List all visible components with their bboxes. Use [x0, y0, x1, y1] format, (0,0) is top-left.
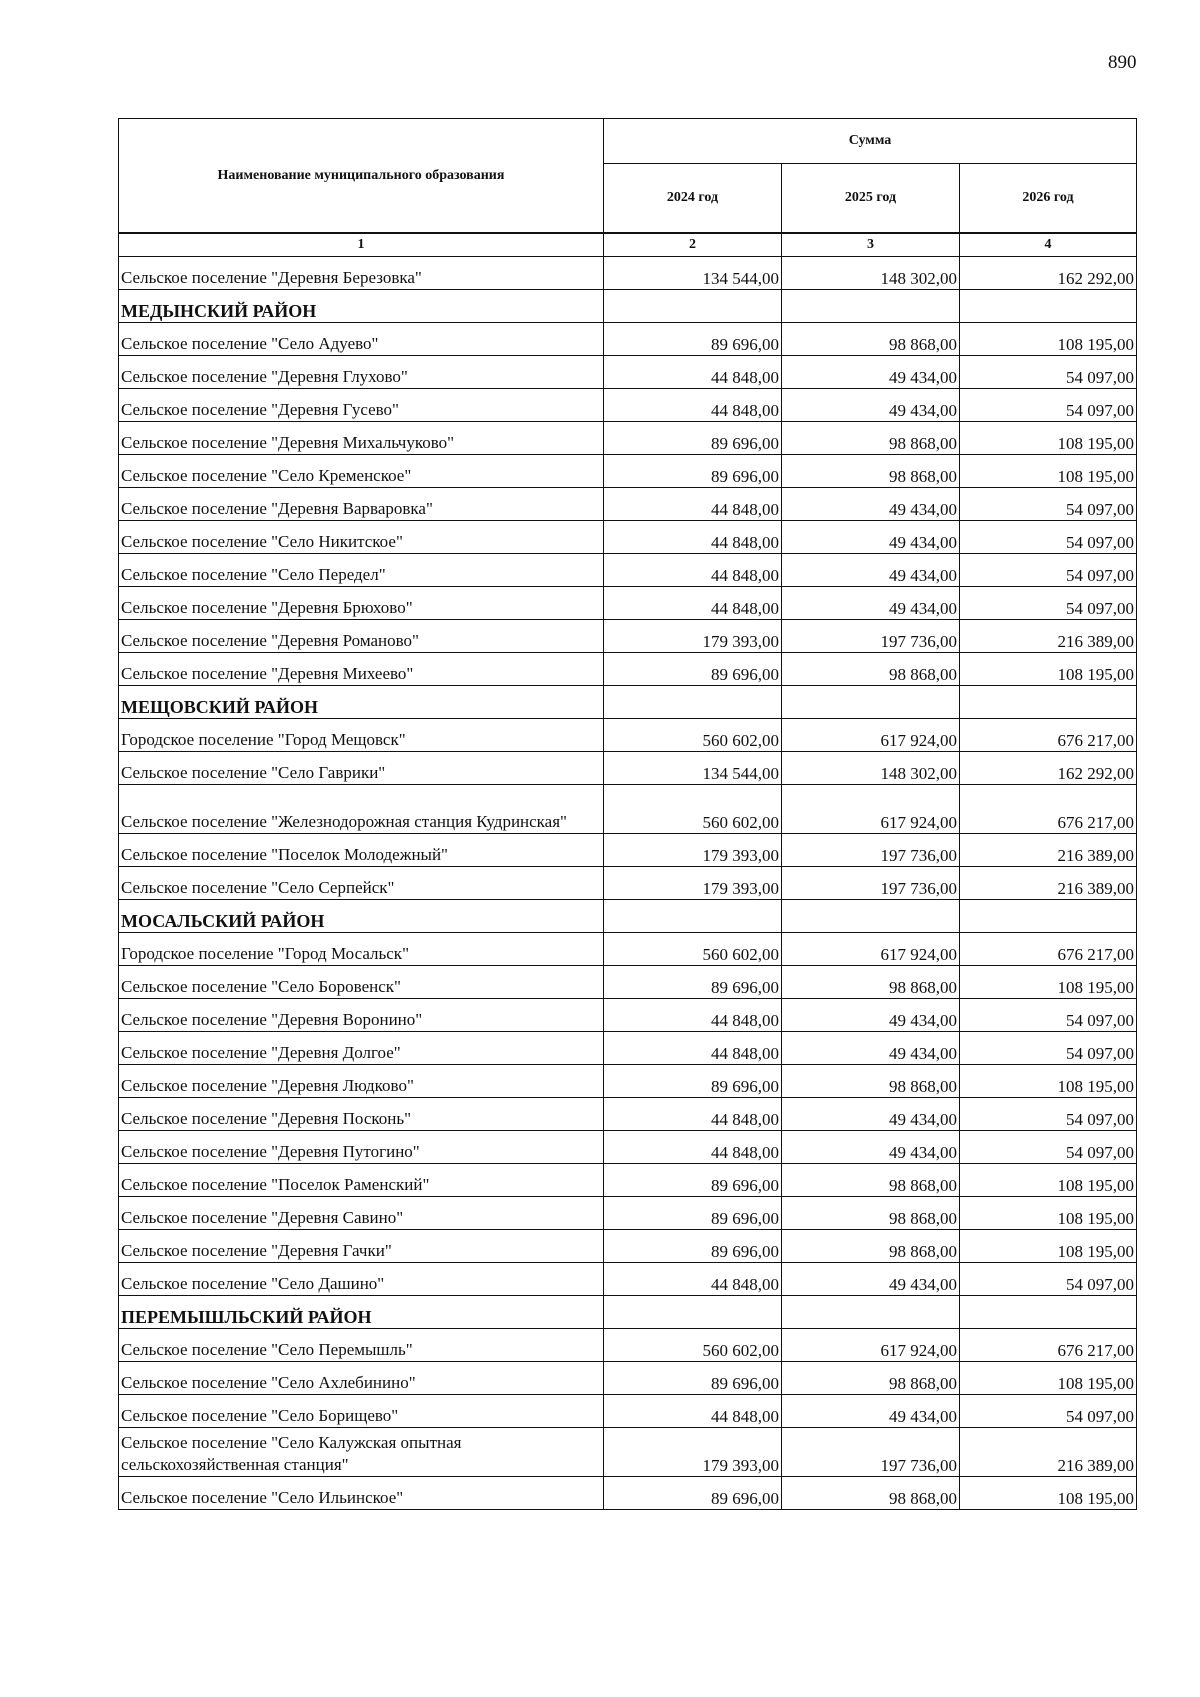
- amount-2024: 89 696,00: [604, 455, 782, 488]
- amount-2026: 108 195,00: [960, 966, 1137, 999]
- amount-2025: 49 434,00: [782, 587, 960, 620]
- amount-2025: 49 434,00: [782, 389, 960, 422]
- amount-2024: 44 848,00: [604, 1032, 782, 1065]
- district-row: [119, 290, 1137, 323]
- municipality-name: Сельское поселение "Село Гаврики": [119, 752, 604, 785]
- district-name: МЕЩОВСКИЙ РАЙОН: [119, 686, 604, 719]
- amount-2024: 44 848,00: [604, 1263, 782, 1296]
- amount-2025: 197 736,00: [782, 867, 960, 900]
- amount-2025: [782, 290, 960, 323]
- table-row: [119, 1164, 1137, 1197]
- amount-2024: 134 544,00: [604, 752, 782, 785]
- amount-2024: 560 602,00: [604, 1329, 782, 1362]
- amount-2024: 89 696,00: [604, 1362, 782, 1395]
- municipality-name: Сельское поселение "Деревня Березовка": [119, 257, 604, 290]
- column-number-4: 4: [960, 233, 1137, 257]
- amount-2026: 54 097,00: [960, 1032, 1137, 1065]
- amount-2026: 676 217,00: [960, 785, 1137, 834]
- municipality-name: Сельское поселение "Железнодорожная станция Кудринская": [119, 785, 604, 834]
- amount-2024: 89 696,00: [604, 966, 782, 999]
- municipality-name: Сельское поселение "Село Адуево": [119, 323, 604, 356]
- amount-2024: 44 848,00: [604, 1131, 782, 1164]
- amount-2025: 49 434,00: [782, 554, 960, 587]
- amount-2024: 89 696,00: [604, 1065, 782, 1098]
- amount-2026: 54 097,00: [960, 999, 1137, 1032]
- amount-2025: 98 868,00: [782, 1197, 960, 1230]
- amount-2025: 49 434,00: [782, 999, 960, 1032]
- table-row: [119, 1263, 1137, 1296]
- municipality-name: Сельское поселение "Село Перемышль": [119, 1329, 604, 1362]
- amount-2025: [782, 1296, 960, 1329]
- amount-2024: 560 602,00: [604, 719, 782, 752]
- municipality-name: Сельское поселение "Деревня Воронино": [119, 999, 604, 1032]
- table-row: [119, 752, 1137, 785]
- header-year-2025: 2025 год: [782, 164, 960, 234]
- amount-2026: 216 389,00: [960, 620, 1137, 653]
- amount-2025: 617 924,00: [782, 1329, 960, 1362]
- table-row: [119, 834, 1137, 867]
- amount-2025: 98 868,00: [782, 1065, 960, 1098]
- header-year-2026: 2026 год: [960, 164, 1137, 234]
- amount-2025: 49 434,00: [782, 1395, 960, 1428]
- amount-2026: [960, 290, 1137, 323]
- amount-2026: 54 097,00: [960, 356, 1137, 389]
- amount-2024: 44 848,00: [604, 1395, 782, 1428]
- amount-2026: 108 195,00: [960, 1164, 1137, 1197]
- amount-2024: 89 696,00: [604, 323, 782, 356]
- table-row: [119, 719, 1137, 752]
- amount-2024: 134 544,00: [604, 257, 782, 290]
- amount-2026: 108 195,00: [960, 455, 1137, 488]
- amount-2025: 49 434,00: [782, 521, 960, 554]
- column-number-2: 2: [604, 233, 782, 257]
- table-row: [119, 999, 1137, 1032]
- district-row: [119, 686, 1137, 719]
- amount-2024: 89 696,00: [604, 1197, 782, 1230]
- amount-2024: 89 696,00: [604, 1164, 782, 1197]
- amount-2024: 89 696,00: [604, 653, 782, 686]
- amount-2024: 89 696,00: [604, 1230, 782, 1263]
- amount-2025: 49 434,00: [782, 1263, 960, 1296]
- table-row: [119, 323, 1137, 356]
- table-row: [119, 1230, 1137, 1263]
- page-number: 890: [1108, 52, 1137, 73]
- district-name: МОСАЛЬСКИЙ РАЙОН: [119, 900, 604, 933]
- municipality-name: Сельское поселение "Село Борищево": [119, 1395, 604, 1428]
- table-row: [119, 1197, 1137, 1230]
- municipality-name: Сельское поселение "Деревня Брюхово": [119, 587, 604, 620]
- table-row: [119, 422, 1137, 455]
- municipality-name: Сельское поселение "Деревня Путогино": [119, 1131, 604, 1164]
- amount-2024: 44 848,00: [604, 554, 782, 587]
- amount-2026: 108 195,00: [960, 1065, 1137, 1098]
- municipality-name: Сельское поселение "Деревня Глухово": [119, 356, 604, 389]
- municipality-name: Сельское поселение "Деревня Варваровка": [119, 488, 604, 521]
- amount-2024: [604, 686, 782, 719]
- table-row: [119, 933, 1137, 966]
- district-row: [119, 900, 1137, 933]
- amount-2024: 560 602,00: [604, 933, 782, 966]
- district-name: МЕДЫНСКИЙ РАЙОН: [119, 290, 604, 323]
- municipality-name: Сельское поселение "Поселок Раменский": [119, 1164, 604, 1197]
- municipality-name: Сельское поселение "Село Передел": [119, 554, 604, 587]
- municipality-name: Сельское поселение "Село Кременское": [119, 455, 604, 488]
- municipality-name: Сельское поселение "Деревня Михеево": [119, 653, 604, 686]
- column-number-1: 1: [119, 233, 604, 257]
- table-row: [119, 1329, 1137, 1362]
- amount-2026: [960, 900, 1137, 933]
- amount-2025: 98 868,00: [782, 1164, 960, 1197]
- header-sum: Сумма: [604, 119, 1137, 164]
- amount-2026: 676 217,00: [960, 933, 1137, 966]
- table-row: [119, 521, 1137, 554]
- amount-2025: 197 736,00: [782, 1428, 960, 1477]
- amount-2026: 108 195,00: [960, 653, 1137, 686]
- municipality-name: Сельское поселение "Деревня Савино": [119, 1197, 604, 1230]
- amount-2026: 54 097,00: [960, 1263, 1137, 1296]
- municipality-name: Сельское поселение "Деревня Романово": [119, 620, 604, 653]
- amount-2024: [604, 290, 782, 323]
- column-number-3: 3: [782, 233, 960, 257]
- amount-2024: 560 602,00: [604, 785, 782, 834]
- amount-2025: 98 868,00: [782, 1230, 960, 1263]
- table-row: [119, 1098, 1137, 1131]
- table-body: [119, 257, 1137, 1510]
- amount-2024: 44 848,00: [604, 521, 782, 554]
- amount-2024: [604, 900, 782, 933]
- amount-2026: 108 195,00: [960, 1362, 1137, 1395]
- amount-2026: [960, 686, 1137, 719]
- amount-2024: 44 848,00: [604, 587, 782, 620]
- amount-2025: 197 736,00: [782, 834, 960, 867]
- amount-2024: [604, 1296, 782, 1329]
- municipality-name: Сельское поселение "Деревня Гусево": [119, 389, 604, 422]
- municipality-name: Сельское поселение "Деревня Посконь": [119, 1098, 604, 1131]
- amount-2025: [782, 900, 960, 933]
- amount-2026: 108 195,00: [960, 422, 1137, 455]
- amount-2025: 617 924,00: [782, 719, 960, 752]
- amount-2024: 89 696,00: [604, 1477, 782, 1510]
- amount-2026: 162 292,00: [960, 752, 1137, 785]
- table-row: [119, 1362, 1137, 1395]
- amount-2025: 49 434,00: [782, 1032, 960, 1065]
- amount-2026: 216 389,00: [960, 1428, 1137, 1477]
- table-row: [119, 867, 1137, 900]
- amount-2024: 179 393,00: [604, 620, 782, 653]
- header-name-column: Наименование муниципального образования: [119, 119, 604, 234]
- table-row: [119, 653, 1137, 686]
- amount-2025: 98 868,00: [782, 422, 960, 455]
- municipality-name: Сельское поселение "Село Никитское": [119, 521, 604, 554]
- table-row: [119, 1065, 1137, 1098]
- amount-2025: 49 434,00: [782, 488, 960, 521]
- amount-2026: 676 217,00: [960, 1329, 1137, 1362]
- table-row: [119, 455, 1137, 488]
- amount-2026: 54 097,00: [960, 587, 1137, 620]
- amount-2024: 44 848,00: [604, 1098, 782, 1131]
- amount-2025: 98 868,00: [782, 653, 960, 686]
- amount-2026: 108 195,00: [960, 1477, 1137, 1510]
- table-row: [119, 785, 1137, 834]
- amount-2026: 108 195,00: [960, 323, 1137, 356]
- amount-2025: 197 736,00: [782, 620, 960, 653]
- amount-2024: 179 393,00: [604, 867, 782, 900]
- amount-2026: 54 097,00: [960, 1395, 1137, 1428]
- municipality-name: Сельское поселение "Поселок Молодежный": [119, 834, 604, 867]
- amount-2024: 89 696,00: [604, 422, 782, 455]
- amount-2026: 54 097,00: [960, 389, 1137, 422]
- amount-2024: 179 393,00: [604, 1428, 782, 1477]
- amount-2025: 98 868,00: [782, 966, 960, 999]
- amount-2025: [782, 686, 960, 719]
- amount-2026: 54 097,00: [960, 521, 1137, 554]
- amount-2026: [960, 1296, 1137, 1329]
- table-row: [119, 587, 1137, 620]
- amount-2026: 162 292,00: [960, 257, 1137, 290]
- amount-2025: 617 924,00: [782, 785, 960, 834]
- amount-2026: 54 097,00: [960, 488, 1137, 521]
- table-row: [119, 389, 1137, 422]
- table-row: [119, 1477, 1137, 1510]
- header-year-2024: 2024 год: [604, 164, 782, 234]
- district-name: ПЕРЕМЫШЛЬСКИЙ РАЙОН: [119, 1296, 604, 1329]
- municipality-name: Сельское поселение "Село Дашино": [119, 1263, 604, 1296]
- table-row: [119, 966, 1137, 999]
- amount-2026: 108 195,00: [960, 1197, 1137, 1230]
- amount-2025: 49 434,00: [782, 1098, 960, 1131]
- table-row: [119, 554, 1137, 587]
- district-row: [119, 1296, 1137, 1329]
- amount-2025: 148 302,00: [782, 752, 960, 785]
- municipality-name: Городское поселение "Город Мосальск": [119, 933, 604, 966]
- amount-2024: 44 848,00: [604, 356, 782, 389]
- table-row: [119, 1032, 1137, 1065]
- amount-2024: 44 848,00: [604, 389, 782, 422]
- municipality-name: Сельское поселение "Село Ахлебинино": [119, 1362, 604, 1395]
- amount-2025: 148 302,00: [782, 257, 960, 290]
- amount-2024: 44 848,00: [604, 999, 782, 1032]
- amount-2025: 617 924,00: [782, 933, 960, 966]
- table-row: [119, 1131, 1137, 1164]
- amount-2026: 676 217,00: [960, 719, 1137, 752]
- municipality-name: Сельское поселение "Село Ильинское": [119, 1477, 604, 1510]
- municipality-name: Сельское поселение "Деревня Михальчуково": [119, 422, 604, 455]
- amount-2026: 216 389,00: [960, 834, 1137, 867]
- amount-2025: 49 434,00: [782, 1131, 960, 1164]
- municipality-name: Сельское поселение "Деревня Гачки": [119, 1230, 604, 1263]
- table-row: [119, 356, 1137, 389]
- municipality-name: Городское поселение "Город Мещовск": [119, 719, 604, 752]
- amount-2025: 98 868,00: [782, 455, 960, 488]
- table-row: [119, 257, 1137, 290]
- amount-2024: 44 848,00: [604, 488, 782, 521]
- table-row: [119, 1395, 1137, 1428]
- amount-2025: 49 434,00: [782, 356, 960, 389]
- amount-2025: 98 868,00: [782, 1362, 960, 1395]
- amount-2026: 108 195,00: [960, 1230, 1137, 1263]
- budget-table: [118, 118, 1137, 1510]
- amount-2024: 179 393,00: [604, 834, 782, 867]
- table-row: [119, 620, 1137, 653]
- municipality-name: Сельское поселение "Село Боровенск": [119, 966, 604, 999]
- municipality-name: Сельское поселение "Село Серпейск": [119, 867, 604, 900]
- municipality-name: Сельское поселение "Село Калужская опытная сельскохозяйственная станция": [119, 1428, 604, 1477]
- municipality-name: Сельское поселение "Деревня Долгое": [119, 1032, 604, 1065]
- amount-2026: 54 097,00: [960, 1131, 1137, 1164]
- amount-2026: 54 097,00: [960, 1098, 1137, 1131]
- table-row: [119, 488, 1137, 521]
- table-row: [119, 1428, 1137, 1477]
- amount-2026: 216 389,00: [960, 867, 1137, 900]
- amount-2026: 54 097,00: [960, 554, 1137, 587]
- municipality-name: Сельское поселение "Деревня Людково": [119, 1065, 604, 1098]
- amount-2025: 98 868,00: [782, 323, 960, 356]
- amount-2025: 98 868,00: [782, 1477, 960, 1510]
